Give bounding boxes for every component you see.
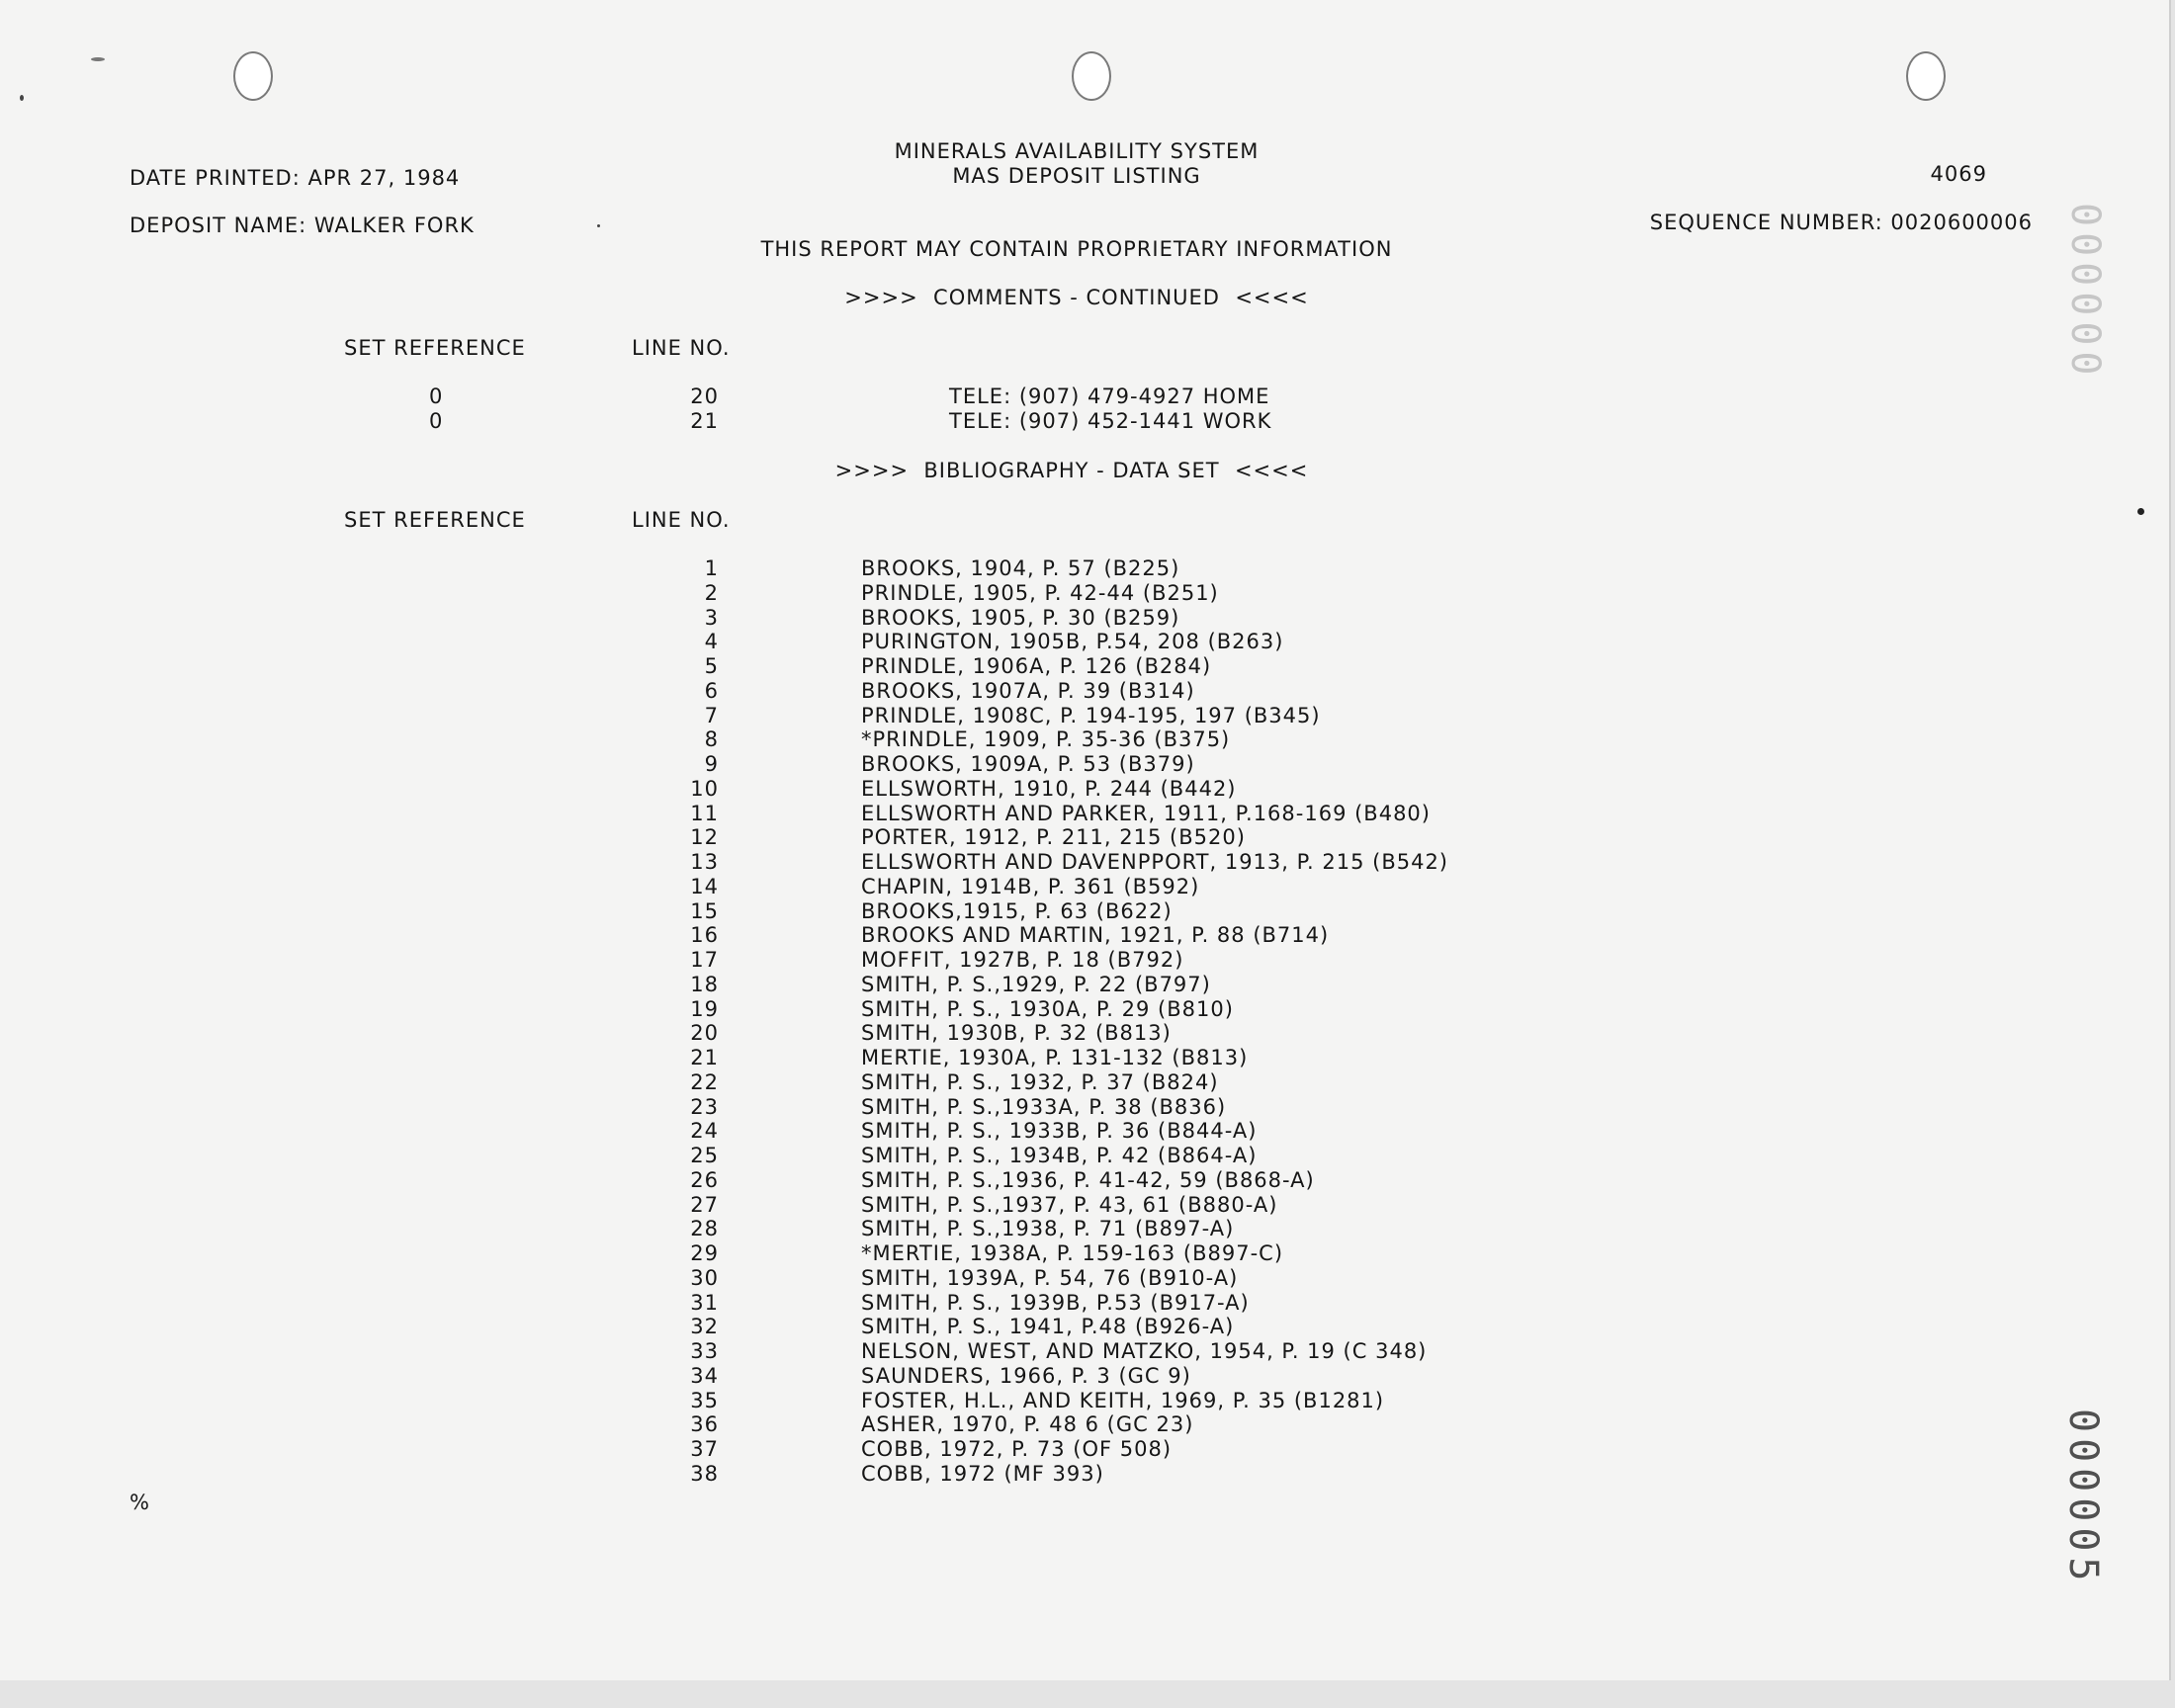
bibliography-row: [0, 727, 2175, 752]
bibliography-line-no: 17: [690, 948, 719, 972]
comment-text: TELE: (907) 479-4927 HOME: [949, 384, 1270, 408]
bibliography-entry: BROOKS,1915, P. 63 (B622): [861, 898, 1173, 923]
bibliography-line-no: 11: [690, 801, 719, 825]
bibliography-entry: NELSON, WEST, AND MATZKO, 1954, P. 19 (C 348): [861, 1339, 1428, 1363]
bibliography-line-no: 22: [690, 1069, 719, 1094]
bibliography-line-no: 9: [704, 752, 719, 776]
bibliography-row: [0, 1168, 2175, 1193]
footer-mark: %: [130, 1491, 150, 1514]
bibliography-row: [0, 556, 2175, 581]
page-number: 4069: [1930, 162, 1987, 186]
bibliography-entry: *PRINDLE, 1909, P. 35-36 (B375): [861, 727, 1231, 752]
date-printed: DATE PRINTED: APR 27, 1984: [130, 166, 461, 190]
bibliography-line-no: 18: [690, 972, 719, 996]
bibliography-row: [0, 1144, 2175, 1168]
bibliography-line-no: 36: [690, 1412, 719, 1437]
bibliography-line-no: 25: [690, 1144, 719, 1167]
bibliography-line-no: 19: [690, 996, 719, 1021]
bibliography-line-no: 21: [690, 1046, 719, 1069]
bibliography-row: [0, 850, 2175, 875]
bibliography-entry: SMITH, P. S., 1941, P.48 (B926-A): [861, 1315, 1235, 1339]
bibliography-row: [0, 1462, 2175, 1487]
bibliography-line-no: 30: [690, 1265, 719, 1290]
margin-stamp: 000005: [2060, 1409, 2106, 1587]
bibliography-line-no: 23: [690, 1094, 719, 1119]
bibliography-entry: SMITH, P. S., 1933B, P. 36 (B844-A): [861, 1119, 1258, 1144]
bibliography-entry: *MERTIE, 1938A, P. 159-163 (B897-C): [861, 1241, 1284, 1265]
bibliography-row: [0, 1021, 2175, 1046]
bibliography-row: [0, 875, 2175, 899]
bibliography-row: [0, 581, 2175, 606]
bibliography-entry: SMITH, P. S., 1934B, P. 42 (B864-A): [861, 1144, 1258, 1167]
bibliography-line-no: 27: [690, 1192, 719, 1217]
bibliography-entry: SMITH, P. S., 1932, P. 37 (B824): [861, 1069, 1219, 1094]
bibliography-row: [0, 1364, 2175, 1389]
bibliography-entry: CHAPIN, 1914B, P. 361 (B592): [861, 874, 1200, 898]
comment-set: 0: [429, 384, 444, 408]
binder-hole-right: [1906, 51, 1946, 101]
comment-line-no: 21: [690, 409, 719, 433]
bibliography-entry: MOFFIT, 1927B, P. 18 (B792): [861, 948, 1184, 972]
bibliography-row: [0, 923, 2175, 948]
bibliography-line-no: 6: [704, 678, 719, 703]
bibliography-entry: ASHER, 1970, P. 48 6 (GC 23): [861, 1412, 1194, 1437]
bibliography-entry: SMITH, P. S.,1936, P. 41-42, 59 (B868-A): [861, 1167, 1315, 1192]
scan-speck: [597, 224, 600, 227]
bibliography-line-no: 10: [690, 776, 719, 801]
bibliography-entry: SMITH, P. S.,1929, P. 22 (B797): [861, 972, 1211, 996]
bibliography-line-no: 34: [690, 1363, 719, 1388]
bibliography-entry: PRINDLE, 1905, P. 42-44 (B251): [861, 580, 1219, 605]
bibliography-entry: PURINGTON, 1905B, P.54, 208 (B263): [861, 630, 1284, 654]
bibliography-line-no: 7: [704, 703, 719, 727]
binder-hole-left: [233, 51, 273, 101]
scan-speck: [2137, 508, 2144, 515]
bibliography-entry: SMITH, 1930B, P. 32 (B813): [861, 1021, 1172, 1046]
bibliography-entry: ELLSWORTH, 1910, P. 244 (B442): [861, 776, 1237, 801]
bibliography-row: [0, 1339, 2175, 1364]
comment-text: TELE: (907) 452-1441 WORK: [949, 409, 1272, 433]
bibliography-row: [0, 1241, 2175, 1266]
bibliography-line-no: 2: [704, 580, 719, 605]
bibliography-row: [0, 1291, 2175, 1316]
bibliography-line-no: 29: [690, 1241, 719, 1265]
bibliography-entry: ELLSWORTH AND DAVENPPORT, 1913, P. 215 (B542): [861, 850, 1449, 874]
bibliography-row: [0, 1437, 2175, 1462]
bibliography-row: [0, 1266, 2175, 1291]
bibliography-row: [0, 1412, 2175, 1437]
bibliography-row: [0, 1389, 2175, 1413]
bibliography-entry: MERTIE, 1930A, P. 131-132 (B813): [861, 1046, 1249, 1069]
bibliography-line-no: 38: [690, 1461, 719, 1486]
bibliography-row: [0, 630, 2175, 654]
bibliography-row: [0, 899, 2175, 924]
comment-set: 0: [429, 409, 444, 433]
bibliography-entry: COBB, 1972, P. 73 (OF 508): [861, 1437, 1173, 1461]
bibliography-entry: SMITH, P. S., 1939B, P.53 (B917-A): [861, 1290, 1250, 1315]
bibliography-line-no: 24: [690, 1119, 719, 1144]
bibliography-row: [0, 1315, 2175, 1339]
deposit-name: DEPOSIT NAME: WALKER FORK: [130, 214, 475, 237]
bibliography-row: [0, 1095, 2175, 1120]
bibliography-row: [0, 654, 2175, 679]
bibliography-col-line-no: LINE NO.: [632, 508, 731, 532]
bibliography-line-no: 31: [690, 1290, 719, 1315]
bibliography-row: [0, 997, 2175, 1022]
bibliography-entry: BROOKS, 1909A, P. 53 (B379): [861, 752, 1195, 776]
listing-title: MAS DEPOSIT LISTING: [952, 164, 1201, 188]
bibliography-entry: PRINDLE, 1906A, P. 126 (B284): [861, 654, 1212, 678]
bibliography-line-no: 15: [690, 898, 719, 923]
bibliography-entry: SAUNDERS, 1966, P. 3 (GC 9): [861, 1363, 1191, 1388]
system-title: MINERALS AVAILABILITY SYSTEM: [894, 139, 1260, 163]
bibliography-entry: SMITH, P. S., 1930A, P. 29 (B810): [861, 996, 1234, 1021]
bibliography-row: [0, 606, 2175, 631]
comments-col-set-reference: SET REFERENCE: [344, 336, 526, 360]
bibliography-line-no: 33: [690, 1339, 719, 1363]
bibliography-line-no: 16: [690, 923, 719, 948]
bibliography-entry: FOSTER, H.L., AND KEITH, 1969, P. 35 (B1281): [861, 1388, 1385, 1412]
bibliography-entry: SMITH, P. S.,1937, P. 43, 61 (B880-A): [861, 1192, 1278, 1217]
bibliography-entry: PORTER, 1912, P. 211, 215 (B520): [861, 825, 1246, 850]
bibliography-line-no: 20: [690, 1021, 719, 1046]
bibliography-row: [0, 973, 2175, 997]
bibliography-entry: BROOKS, 1907A, P. 39 (B314): [861, 678, 1195, 703]
bibliography-row: [0, 802, 2175, 826]
bibliography-row: [0, 825, 2175, 850]
bibliography-row: [0, 1046, 2175, 1070]
bibliography-entry: BROOKS, 1905, P. 30 (B259): [861, 605, 1180, 630]
sequence-number: SEQUENCE NUMBER: 0020600006: [1649, 211, 2033, 234]
bibliography-line-no: 1: [704, 556, 719, 580]
bibliography-row: [0, 1193, 2175, 1218]
bibliography-entry: PRINDLE, 1908C, P. 194-195, 197 (B345): [861, 703, 1321, 727]
bibliography-line-no: 13: [690, 850, 719, 874]
bibliography-entry: SMITH, P. S.,1938, P. 71 (B897-A): [861, 1217, 1235, 1241]
scan-speck: [20, 95, 24, 101]
proprietary-notice: THIS REPORT MAY CONTAIN PROPRIETARY INFORMATION: [760, 237, 1393, 261]
bibliography-line-no: 3: [704, 605, 719, 630]
bibliography-row: [0, 1070, 2175, 1095]
comment-row: [0, 384, 2175, 409]
bibliography-row: [0, 1217, 2175, 1241]
bibliography-entry: COBB, 1972 (MF 393): [861, 1461, 1104, 1486]
bibliography-row: [0, 948, 2175, 973]
bibliography-row: [0, 777, 2175, 802]
bibliography-line-no: 8: [704, 727, 719, 752]
bibliography-entry: BROOKS AND MARTIN, 1921, P. 88 (B714): [861, 923, 1330, 948]
bibliography-line-no: 32: [690, 1315, 719, 1339]
margin-stamp-faded: 000000: [2062, 203, 2108, 382]
bibliography-row: [0, 752, 2175, 777]
bibliography-line-no: 12: [690, 825, 719, 850]
comments-section-title: >>>> COMMENTS - CONTINUED <<<<: [844, 286, 1309, 309]
bibliography-line-no: 35: [690, 1388, 719, 1412]
bibliography-entry: ELLSWORTH AND PARKER, 1911, P.168-169 (B480): [861, 801, 1431, 825]
scan-speck: [91, 57, 105, 61]
bibliography-entry: BROOKS, 1904, P. 57 (B225): [861, 556, 1180, 580]
bibliography-row: [0, 679, 2175, 704]
bibliography-row: [0, 704, 2175, 728]
bibliography-entry: SMITH, 1939A, P. 54, 76 (B910-A): [861, 1265, 1239, 1290]
comments-col-line-no: LINE NO.: [632, 336, 731, 360]
bibliography-line-no: 14: [690, 874, 719, 898]
binder-hole-center: [1072, 51, 1111, 101]
comment-line-no: 20: [690, 384, 719, 408]
bibliography-line-no: 26: [690, 1167, 719, 1192]
bibliography-entry: SMITH, P. S.,1933A, P. 38 (B836): [861, 1094, 1227, 1119]
bibliography-line-no: 37: [690, 1437, 719, 1461]
bibliography-line-no: 5: [704, 654, 719, 678]
bibliography-line-no: 28: [690, 1217, 719, 1241]
bibliography-line-no: 4: [704, 630, 719, 654]
comment-row: [0, 409, 2175, 434]
bibliography-row: [0, 1119, 2175, 1144]
bibliography-section-title: >>>> BIBLIOGRAPHY - DATA SET <<<<: [834, 459, 1309, 482]
bibliography-col-set-reference: SET REFERENCE: [344, 508, 526, 532]
